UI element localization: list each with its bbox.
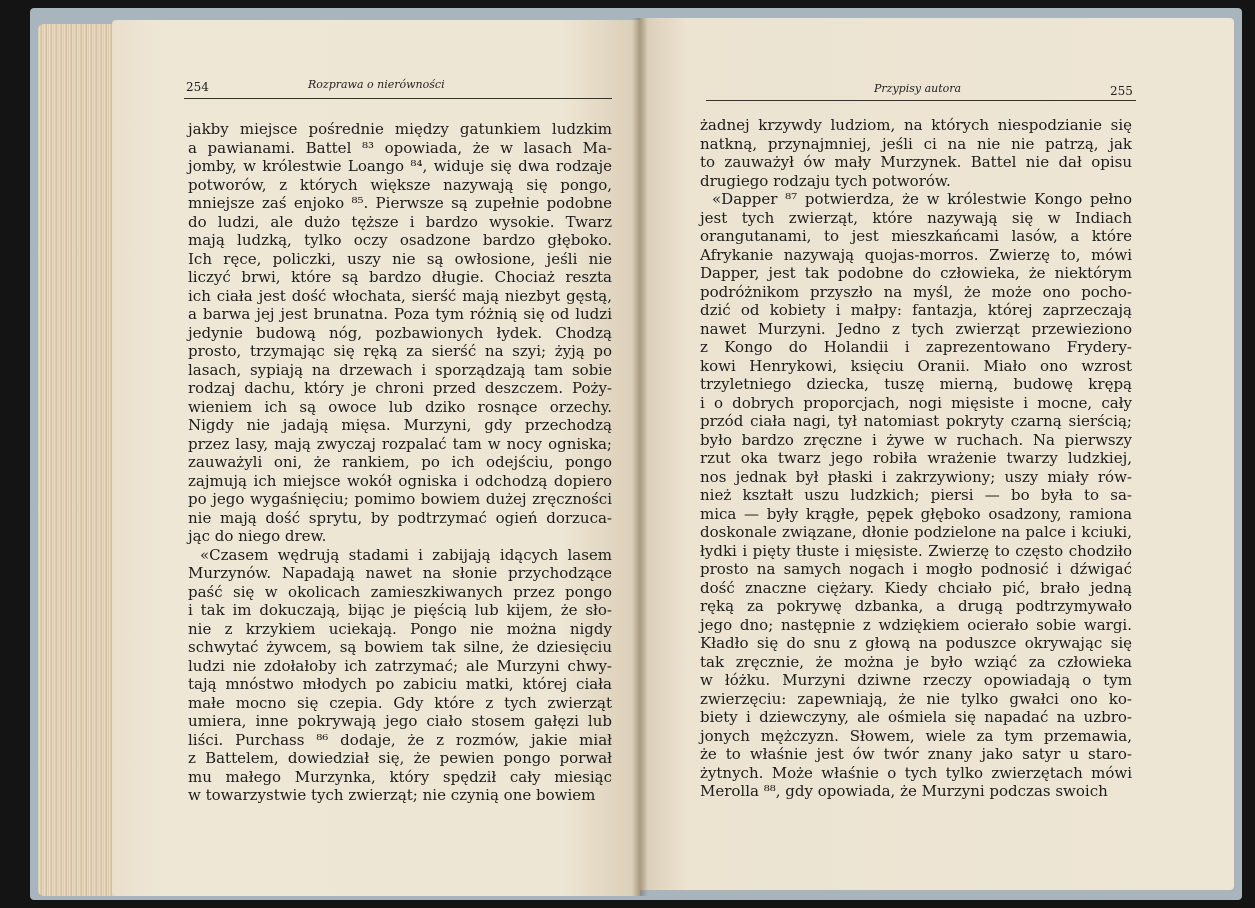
right-text-line: Merolla ⁸⁸, gdy opowiada, że Murzyni podczas swoich [700,782,1108,800]
left-running-head: Rozprawa o nierówności [308,78,445,91]
right-text-line: Dapper, jest tak podobne do człowieka, że niektórym [700,264,1132,282]
right-text-line: kowi Henrykowi, księciu Oranii. Miało ono wzrost [700,356,1132,375]
left-text-line: jedynie budową nóg, pozbawionych łydek. Chodzą [188,323,612,342]
left-text-line: a barwa jej jest brunatna. Poza tym różnią się od ludzi [188,305,612,323]
right-text-line: dość znaczne ciężary. Kiedy chciało pić, brało jedną [700,578,1132,597]
right-text-line: z Kongo do Holandii i zaprezentowano Frydery- [700,338,1132,356]
left-text-line: nie z krzykiem uciekają. Pongo nie można nigdy [188,619,612,638]
left-text-line: prosto, trzymając się ręką za sierść na szyi; żyją po [188,342,612,360]
right-text-line: jonych mężczyzn. Słowem, wiele za tym przemawia, [700,726,1132,745]
right-text-line: rzut oka twarz jego robiła wrażenie twarzy ludzkiej, [700,449,1132,467]
left-text-line: umiera, inne pokrywają jego ciało stosem gałęzi lub [188,712,612,730]
left-text-line: mu małego Murzynka, który spędził cały miesiąc [188,767,612,786]
left-text-line: «Czasem wędrują stadami i zabijają idących lasem [200,545,612,564]
right-header-rule [706,100,1136,101]
right-text-line: zwierzęciu: zapewniają, że nie tylko gwałci ono ko- [700,689,1132,708]
left-text-line: a pawianami. Battel ⁸³ opowiada, że w lasach Ma- [188,138,612,157]
right-page-number: 255 [1110,84,1133,98]
right-text-line: nież kształt uszu ludzkich; piersi — bo była to sa- [700,486,1132,504]
right-text-line: to zauważył ów mały Murzynek. Battel nie dał opisu [700,153,1132,171]
right-text-line: orangutanami, to jest mieszkańcami lasów, a które [700,227,1132,245]
left-text-line: Nigdy nie jadają mięsa. Murzyni, gdy przechodzą [188,416,612,434]
right-text-line: podróżnikom przyszło na myśl, że może ono pocho- [700,282,1132,301]
left-text-line: Ich ręce, policzki, uszy nie są owłosione, jeśli nie [188,249,612,268]
right-text-line: doskonale związane, dłonie podzielone na palce i kciuki, [700,523,1132,541]
left-text-line: mają ludzką, tylko oczy osadzone bardzo głęboko. [188,231,612,249]
left-text-line: przez lasy, mają zwyczaj rozpalać tam w nocy ogniska; [188,434,612,453]
right-text-line: «Dapper ⁸⁷ potwierdza, że w królestwie Kongo pełno [712,190,1132,208]
right-text-line: Afrykanie nazywają quojas-morros. Zwierzę to, mówi [700,245,1132,264]
right-body-text [700,116,1132,801]
book-gutter [632,18,648,896]
left-text-line: ludzi nie zdołałoby ich zatrzymać; ale Murzyni chwy- [188,656,612,675]
right-text-line: dzić od kobiety i małpy: fantazja, której zaprzeczają [700,301,1132,319]
right-text-line: że to właśnie jest ów twór znany jako satyr u staro- [700,745,1132,763]
right-text-line: i o dobrych proporcjach, nogi mięsiste i mocne, cały [700,393,1132,412]
right-running-head: Przypisy autora [874,82,962,95]
left-text-line: małe mocno się czepia. Gdy które z tych zwierząt [188,693,612,712]
right-text-line: przód ciała nagi, tył natomiast pokryty czarną sierścią; [700,412,1132,430]
right-text-line: w łóżku. Murzyni dziwne rzeczy opowiadają o tym [700,671,1132,689]
left-page [112,20,640,896]
right-text-line: było bardzo zręczne i żywe w ruchach. Na pierwszy [700,430,1132,449]
left-text-line: i tak im dokuczają, bijąc je pięścią lub kijem, że sło- [188,601,612,619]
page-edges [38,24,120,896]
left-page-number: 254 [186,80,209,94]
left-text-line: jomby, w królestwie Loango ⁸⁴, widuje się dwa rodzaje [188,157,612,175]
right-text-line: łydki i pięty tłuste i mięsiste. Zwierzę to często chodziło [700,541,1132,560]
right-text-line: drugiego rodzaju tych potworów. [700,171,951,190]
right-text-line: żytnych. Może właśnie o tych tylko zwierzętach mówi [700,763,1132,782]
left-text-line: lasach, sypiają na drzewach i sporządzają tam sobie [188,360,612,379]
left-text-line: tają mnóstwo młodych po zabiciu matki, której ciała [188,675,612,693]
right-text-line: tak zręcznie, że można je było wziąć za człowieka [700,652,1132,671]
right-text-line: nos jednak był płaski i zakrzywiony; uszy miały rów- [700,467,1132,486]
left-text-line: Murzynów. Napadają nawet na słonie przychodzące [188,564,612,582]
right-text-line: nawet Murzyni. Jedno z tych zwierząt przewieziono [700,319,1132,338]
left-text-line: jakby miejsce pośrednie między gatunkiem ludzkim [188,120,612,138]
right-text-line: prosto na samych nogach i mogło podnosić i dźwigać [700,560,1132,578]
right-text-line: ręką za pokrywę dzbanka, a drugą podtrzymywało [700,597,1132,615]
left-text-line: w towarzystwie tych zwierząt; nie czynią one bowiem [188,786,596,804]
left-text-line: ich ciała jest dość włochata, sierść mają niezbyt gęstą, [188,286,612,305]
left-text-line: po jego wygaśnięciu; pomimo bowiem dużej zręczności [188,490,612,508]
left-text-line: liczyć brwi, które są bardzo długie. Chociaż reszta [188,268,612,286]
left-text-line: wieniem ich są owoce lub dziko rosnące orzechy. [188,397,612,416]
left-text-line: paść się w okolicach zamieszkiwanych przez pongo [188,582,612,601]
left-text-line: z Battelem, dowiedział się, że pewien pongo porwał [188,749,612,767]
left-text-line: schwytać żywcem, są bowiem tak silne, że dziesięciu [188,638,612,656]
left-text-line: liści. Purchass ⁸⁶ dodaje, że z rozmów, jakie miał [188,730,612,749]
left-body-text [188,120,612,805]
right-text-line: trzyletniego dziecka, tuszę mierną, budowę krępą [700,375,1132,393]
left-text-line: mniejsze zaś enjoko ⁸⁵. Pierwsze są zupełnie podobne [188,194,612,212]
left-text-line: zauważyli oni, że rankiem, po ich odejściu, pongo [188,453,612,471]
right-text-line: mica — były krągłe, pępek głęboko osadzony, ramiona [700,504,1132,523]
left-text-line: rodzaj dachu, który je chroni przed deszczem. Poży- [188,379,612,397]
left-text-line: nie mają dość sprytu, by podtrzymać ogień dorzuca- [188,508,612,527]
left-text-line: jąc do niego drew. [188,527,327,545]
right-text-line: jego dno; następnie z wdziękiem ocierało sobie wargi. [700,615,1132,634]
right-text-line: jest tych zwierząt, które nazywają się w Indiach [700,208,1132,227]
left-header-rule [184,98,612,99]
right-text-line: natkną, przynajmniej, jeśli ci na nie nie patrzą, jak [700,134,1132,153]
right-text-line: biety i dziewczyny, ale ośmiela się napadać na uzbro- [700,708,1132,726]
right-text-line: żadnej krzywdy ludziom, na których niespodzianie się [700,116,1132,134]
right-page [640,18,1234,890]
right-text-line: Kładło się do snu z głową na poduszce okrywając się [700,634,1132,652]
left-text-line: potworów, z których większe nazywają się pongo, [188,175,612,194]
left-text-line: zajmują ich miejsce wokół ogniska i odchodzą dopiero [188,471,612,490]
left-text-line: do ludzi, ale dużo tęższe i bardzo wysokie. Twarz [188,212,612,231]
